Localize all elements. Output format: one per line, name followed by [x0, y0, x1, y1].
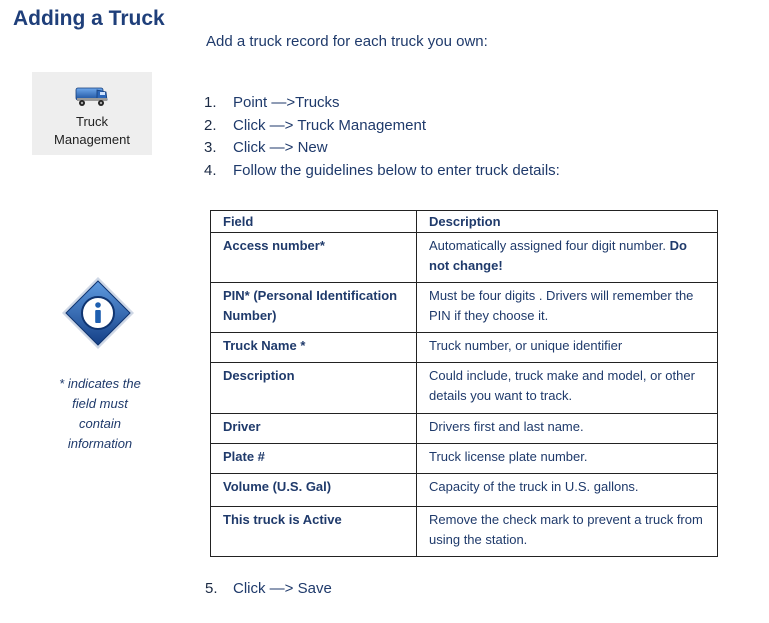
field-cell: Access number* [211, 233, 417, 283]
step-number: 3. [204, 139, 217, 156]
field-cell: Truck Name * [211, 333, 417, 363]
table-header-row [211, 211, 718, 233]
list-item [204, 92, 560, 115]
field-cell: Plate # [211, 444, 417, 474]
description-cell: Drivers first and last name. [417, 414, 718, 444]
header-description: Description [417, 211, 718, 233]
description-cell: Could include, truck make and model, or other details you want to track. [417, 363, 718, 414]
truck-fields-table [210, 210, 718, 557]
description-cell: Truck number, or unique identifier [417, 333, 718, 363]
description-cell [417, 233, 718, 283]
description-cell: Truck license plate number. [417, 444, 718, 474]
step-number: 4. [204, 161, 217, 179]
step-text: Click —> New [233, 139, 328, 156]
field-cell: This truck is Active [211, 507, 417, 557]
description-cell: Must be four digits . Drivers will remember the PIN if they choose it. [417, 283, 718, 333]
info-icon [60, 275, 136, 351]
table-row [211, 414, 718, 444]
table-row [211, 363, 718, 414]
page-title: Adding a Truck [13, 7, 165, 30]
step-number: 5. [205, 580, 218, 597]
truck-management-button[interactable] [32, 72, 152, 155]
step-text: Point —>Trucks [233, 94, 340, 111]
field-cell: PIN* (Personal Identification Number) [211, 283, 417, 333]
table-row [211, 474, 718, 507]
table-row [211, 333, 718, 363]
header-field: Field [211, 211, 417, 233]
description-cell: Capacity of the truck in U.S. gallons. [417, 474, 718, 507]
tile-label-line2: Management [54, 132, 130, 147]
table-row [211, 507, 718, 557]
step-text: Click —> Truck Management [233, 116, 426, 134]
description-text: Automatically assigned four digit number. [429, 238, 670, 253]
field-cell: Driver [211, 414, 417, 444]
tile-label-line1: Truck [75, 114, 109, 129]
list-item [204, 137, 560, 160]
list-item [204, 160, 560, 183]
field-cell: Description [211, 363, 417, 414]
required-note: * indicates the field must contain information [59, 376, 141, 451]
step-number: 2. [204, 116, 217, 134]
steps-list [204, 92, 560, 182]
table-row [211, 283, 718, 333]
list-item [204, 115, 560, 138]
table-row [211, 444, 718, 474]
step-text: Click —> Save [233, 580, 332, 597]
step-text: Follow the guidelines below to enter truck details: [233, 161, 560, 179]
description-cell: Remove the check mark to prevent a truck from using the station. [417, 507, 718, 557]
table-row [211, 233, 718, 283]
step-5 [205, 580, 332, 597]
field-cell: Volume (U.S. Gal) [211, 474, 417, 507]
description-warning: Do not change! [429, 238, 687, 273]
intro-text: Add a truck record for each truck you own: [206, 33, 488, 50]
step-number: 1. [204, 94, 217, 111]
truck-icon [73, 84, 109, 108]
